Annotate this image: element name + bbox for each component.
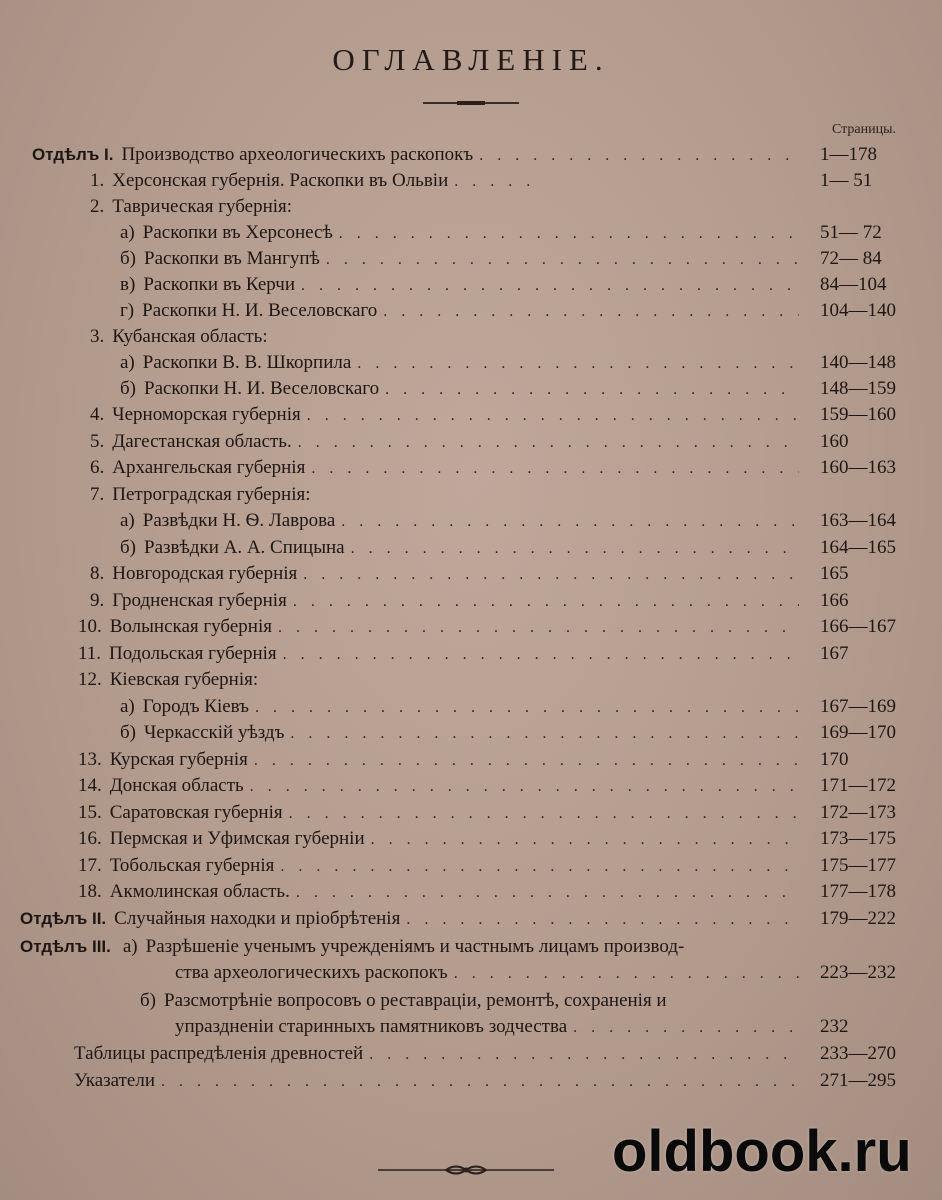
page-range: 159—160: [820, 404, 896, 425]
entry-title: Раскопки въ Керчи: [143, 274, 296, 295]
leader-dots: [283, 646, 799, 664]
page-range: 167—169: [820, 696, 896, 717]
entry-title: Саратовская губернія: [109, 802, 283, 823]
toc-entry: [175, 1016, 805, 1044]
page-range: 171—172: [820, 775, 896, 796]
leader-dots: [307, 407, 799, 425]
page-range: 177—178: [820, 881, 896, 902]
toc-entry: [20, 908, 805, 936]
entry-title: Черноморская губернія: [112, 404, 301, 425]
entry-number: 8.: [90, 563, 105, 584]
page-range: 232: [820, 1016, 849, 1037]
page-title: ОГЛАВЛЕНІЕ.: [332, 42, 610, 77]
page-range: 175—177: [820, 855, 896, 876]
leader-dots: [293, 593, 799, 611]
entry-number: 4.: [90, 404, 105, 425]
toc-entry: [120, 300, 805, 328]
leader-dots: [255, 699, 799, 717]
toc-entry: [120, 274, 805, 302]
page-range: 72— 84: [820, 248, 882, 269]
page-range: 169—170: [820, 722, 896, 743]
entry-number: 10.: [78, 616, 102, 637]
entry-title: Таблицы распредѣленія древностей: [74, 1043, 364, 1064]
section-label: Отдѣлъ II.: [20, 909, 107, 928]
entry-title: Гродненская губернія: [112, 590, 287, 611]
leader-dots: [341, 513, 799, 531]
page-range: 166: [820, 590, 849, 611]
entry-number: а): [120, 352, 135, 373]
leader-dots: [311, 460, 799, 478]
toc-entry: [90, 431, 805, 459]
toc-entry: [90, 457, 805, 485]
title-divider: [423, 102, 519, 104]
page-range: 173—175: [820, 828, 896, 849]
entry-title: Развѣдки А. А. Спицына: [144, 537, 345, 558]
section-label: Отдѣлъ III.: [20, 937, 111, 956]
page-range: 84—104: [820, 274, 887, 295]
pages-column-header: Страницы.: [831, 122, 896, 137]
page-range: 51— 72: [820, 222, 882, 243]
page-range: 165: [820, 563, 849, 584]
toc-entry: [120, 722, 805, 750]
entry-title: Курская губернія: [109, 749, 248, 770]
leader-dots: [161, 1073, 799, 1091]
page-range: 167: [820, 643, 849, 664]
entry-number: б): [120, 248, 136, 269]
entry-title: Разрѣшеніе ученымъ учрежденіямъ и частнымъ лицамъ производ-: [145, 936, 685, 957]
toc-entry: [78, 616, 805, 644]
entry-title: Архангельская губернія: [112, 457, 306, 478]
entry-number: б): [120, 537, 136, 558]
page-range: 233—270: [820, 1043, 896, 1064]
toc-entry: [120, 222, 805, 250]
entry-number: 13.: [78, 749, 102, 770]
toc-entry: [78, 802, 805, 830]
toc-entry: [90, 590, 805, 618]
entry-number: б): [120, 722, 136, 743]
toc-entry: [74, 1070, 805, 1098]
leader-dots: [296, 884, 799, 902]
page-range: 148—159: [820, 378, 896, 399]
toc-entry: [78, 749, 805, 777]
toc-entry: [120, 537, 805, 565]
toc-entry: [175, 962, 805, 990]
leader-dots: [289, 805, 799, 823]
leader-dots: [326, 251, 799, 269]
entry-number: в): [120, 274, 136, 295]
leader-dots: [280, 858, 799, 876]
entry-number: 7.: [90, 484, 105, 505]
entry-title: Кубанская область:: [112, 326, 268, 347]
toc-entry: [78, 828, 805, 856]
entry-number: г): [120, 300, 135, 321]
page-range: 164—165: [820, 537, 896, 558]
page-range: 1— 51: [820, 170, 873, 191]
toc-entry: [90, 484, 800, 512]
entry-title: упраздненіи старинныхъ памятниковъ зодчества: [175, 1016, 568, 1037]
entry-number: а): [122, 936, 138, 957]
toc-entry: [90, 196, 800, 224]
entry-title: Херсонская губернія. Раскопки въ Ольвіи: [112, 170, 449, 191]
entry-title: Донская область: [109, 775, 244, 796]
leader-dots: [383, 303, 799, 321]
toc-entry: [78, 855, 805, 883]
entry-title: Раскопки В. В. Шкорпила: [142, 352, 352, 373]
leader-dots: [254, 752, 799, 770]
leader-dots: [573, 1019, 799, 1037]
entry-title: Тобольская губернія: [109, 855, 275, 876]
entry-title: Новгородская губернія: [112, 563, 298, 584]
toc-entry: [140, 990, 800, 1018]
toc-entry: [20, 936, 800, 964]
leader-dots: [303, 566, 799, 584]
entry-number: а): [120, 696, 135, 717]
toc-entry: [120, 248, 805, 276]
entry-number: 16.: [78, 828, 102, 849]
page-range: 166—167: [820, 616, 896, 637]
entry-number: а): [120, 510, 135, 531]
entry-title: Кіевская губернія:: [109, 669, 259, 690]
toc-entry: [90, 326, 800, 354]
toc-entry: [78, 669, 800, 697]
entry-number: 2.: [90, 196, 105, 217]
page-range: 223—232: [820, 962, 896, 983]
leader-dots: [351, 540, 799, 558]
entry-title: Подольская губернія: [109, 643, 277, 664]
leader-dots: [250, 778, 799, 796]
section-label: Отдѣлъ I.: [32, 145, 114, 164]
entry-number: б): [120, 378, 136, 399]
leader-dots: [454, 965, 799, 983]
toc-entry: [90, 404, 805, 432]
leader-dots: [278, 619, 799, 637]
leader-dots: [454, 173, 544, 191]
toc-entry: [90, 563, 805, 591]
page-range: 163—164: [820, 510, 896, 531]
entry-title: Городъ Кіевъ: [142, 696, 249, 717]
entry-title: Волынская губернія: [109, 616, 272, 637]
entry-number: б): [140, 990, 156, 1011]
entry-title: Раскопки Н. И. Веселовскаго: [144, 378, 380, 399]
entry-number: 17.: [78, 855, 102, 876]
toc-entry: [120, 352, 805, 380]
entry-title: ства археологическихъ раскопокъ: [175, 962, 448, 983]
leader-dots: [369, 1046, 799, 1064]
leader-dots: [298, 434, 799, 452]
entry-title: Петроградская губернія:: [112, 484, 311, 505]
toc-entry: [78, 881, 805, 909]
entry-number: 1.: [90, 170, 105, 191]
page-range: 179—222: [820, 908, 896, 929]
entry-number: 12.: [78, 669, 102, 690]
entry-title: Разсмотрѣніе вопросовъ о реставраціи, ремонтѣ, сохраненія и: [164, 990, 667, 1011]
entry-title: Раскопки въ Мангупѣ: [144, 248, 320, 269]
entry-title: Акмолинская область.: [109, 881, 290, 902]
entry-title: Раскопки Н. И. Веселовскаго: [142, 300, 378, 321]
entry-number: 5.: [90, 431, 105, 452]
entry-number: 15.: [78, 802, 102, 823]
entry-title: Таврическая губернія:: [112, 196, 293, 217]
entry-title: Дагестанская область.: [112, 431, 292, 452]
leader-dots: [479, 147, 799, 165]
entry-title: Производство археологическихъ раскопокъ: [121, 144, 474, 165]
entry-number: 18.: [78, 881, 102, 902]
leader-dots: [357, 355, 799, 373]
entry-number: 9.: [90, 590, 105, 611]
entry-number: 11.: [78, 643, 102, 664]
entry-title: Развѣдки Н. Ѳ. Лаврова: [142, 510, 336, 531]
entry-title: Черкасскій уѣздъ: [144, 722, 285, 743]
entry-number: 6.: [90, 457, 105, 478]
leader-dots: [385, 381, 799, 399]
watermark-text: oldbook.ru: [612, 1119, 912, 1184]
page-range: 170: [820, 749, 849, 770]
entry-title: Раскопки въ Херсонесѣ: [142, 222, 333, 243]
page-range: 140—148: [820, 352, 896, 373]
toc-entry: [32, 144, 805, 172]
toc-entry: [78, 775, 805, 803]
entry-number: 3.: [90, 326, 105, 347]
toc-entry: [120, 378, 805, 406]
page-range: 172—173: [820, 802, 896, 823]
leader-dots: [371, 831, 799, 849]
leader-dots: [301, 277, 799, 295]
toc-entry: [78, 643, 805, 671]
tailpiece-ornament: [376, 1163, 556, 1177]
toc-entry: [120, 696, 805, 724]
entry-title: Пермская и Уфимская губерніи: [109, 828, 365, 849]
entry-number: а): [120, 222, 135, 243]
entry-title: Случайныя находки и пріобрѣтенія: [114, 908, 401, 929]
toc-entry: [120, 510, 805, 538]
entry-number: 14.: [78, 775, 102, 796]
toc-entry: [74, 1043, 805, 1071]
entry-title: Указатели: [74, 1070, 155, 1091]
leader-dots: [339, 225, 799, 243]
page-range: 160: [820, 431, 849, 452]
toc-entry: [90, 170, 550, 198]
page-range: 160—163: [820, 457, 896, 478]
leader-dots: [290, 725, 799, 743]
leader-dots: [406, 911, 799, 929]
page-range: 271—295: [820, 1070, 896, 1091]
page-range: 1—178: [820, 144, 877, 165]
page-range: 104—140: [820, 300, 896, 321]
